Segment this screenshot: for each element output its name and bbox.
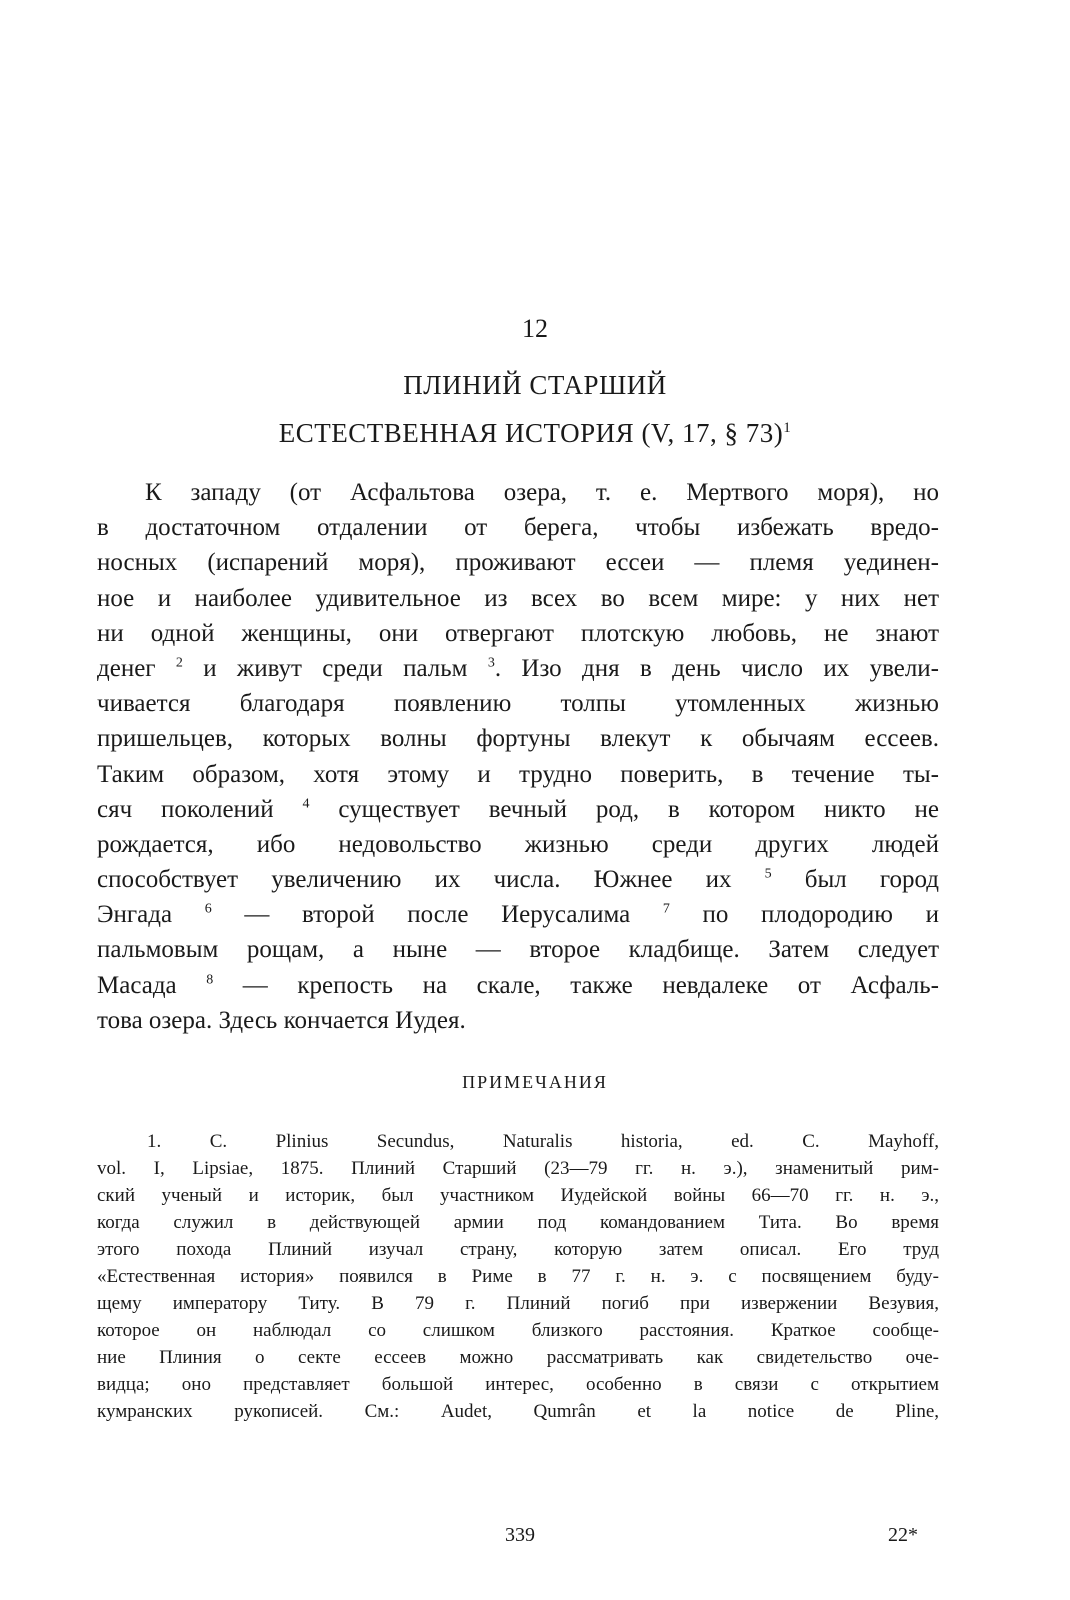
body-line-text: способствует увеличению их числа. Южнее их (97, 866, 765, 894)
note-line: которое он наблюдал со слишком близкого расстояния. Краткое сообще- (97, 1320, 939, 1341)
body-line-text: носных (испарений моря), проживают ессеи — племя уединен- (97, 549, 939, 577)
footnote-ref: 5 (764, 866, 772, 882)
body-line (97, 616, 939, 651)
body-line (97, 510, 939, 545)
body-line-text: Масада (97, 971, 207, 999)
body-line (97, 897, 939, 932)
body-line-text: чивается благодаря появлению толпы утомленных жизнью (97, 690, 939, 718)
body-line (97, 686, 939, 721)
body-line-text: — второй после Иерусалима (211, 901, 663, 929)
body-line-text: това озера. Здесь кончается Иудея. (97, 1006, 466, 1034)
footnote-ref: 3 (487, 655, 495, 671)
note-line: когда служил в действующей армии под командованием Тита. Во время (97, 1212, 939, 1233)
chapter-subtitle (0, 418, 1070, 449)
body-line-text: по плодородию и (669, 901, 939, 929)
chapter-title: ПЛИНИЙ СТАРШИЙ (403, 370, 667, 400)
body-line-text: К западу (от Асфальтова озера, т. е. Мертвого моря), но (145, 479, 939, 506)
note-line: кумранских рукописей. См.: Audet, Qumrân et la notice de Pline, (97, 1401, 939, 1422)
footnote-ref: 4 (302, 796, 310, 812)
footnote-ref: 7 (662, 901, 670, 917)
body-line-text: — крепость на скале, также невдалеке от Асфаль- (213, 971, 940, 999)
body-line (97, 721, 939, 756)
notes-heading: ПРИМЕЧАНИЯ (462, 1072, 608, 1092)
body-line-text: существует вечный род, в котором никто не (309, 795, 939, 823)
note-line: ский ученый и историк, был участником Иудейской войны 66—70 гг. н. э., (97, 1185, 939, 1206)
body-line-text: денег (97, 654, 176, 682)
footnote-ref: 6 (204, 901, 212, 917)
body-line (97, 792, 939, 827)
body-line-text: пальмовым рощам, а ныне — второе кладбище. Затем следует (97, 936, 939, 964)
note-line: видца; оно представляет большой интерес, особенно в связи с открытием (97, 1374, 939, 1395)
footnote-ref: 2 (175, 655, 183, 671)
body-line-text: . Изо дня в день число их увели- (494, 654, 940, 682)
note-line: щему императору Титу. В 79 г. Плиний погиб при извержении Везувия, (97, 1293, 939, 1314)
note-line: vol. I, Lipsiae, 1875. Плиний Старший (23—79 гг. н. э.), знаменитый рим- (97, 1158, 939, 1179)
body-line (97, 827, 939, 862)
body-line (97, 475, 939, 510)
body-line (97, 581, 939, 616)
body-line-text: ное и наиболее удивительное из всех во всем мире: у них нет (97, 584, 939, 612)
footnote-ref: 8 (206, 972, 214, 988)
notes-text (97, 1128, 939, 1425)
body-line-text: Таким образом, хотя этому и трудно поверить, в течение ты- (97, 760, 939, 788)
chapter-subtitle-text: ЕСТЕСТВЕННАЯ ИСТОРИЯ (V, 17, § 73) (278, 418, 784, 448)
body-line (97, 545, 939, 580)
body-line-text: был город (771, 866, 940, 894)
body-line (97, 1003, 939, 1038)
body-line-text: в достаточном отдалении от берега, чтобы избежать вредо- (97, 514, 939, 542)
body-line (97, 651, 939, 686)
body-line-text: пришельцев, которых волны фортуны влекут к обычаям ессеев. (97, 725, 939, 753)
body-line (97, 968, 939, 1003)
chapter-number: 12 (522, 314, 548, 343)
footnote-ref: 1 (783, 420, 792, 436)
note-line: этого похода Плиний изучал страну, которую затем описал. Его труд (97, 1239, 939, 1260)
signature-mark: 22* (888, 1524, 918, 1546)
note-line: «Естественная история» появился в Риме в 77 г. н. э. с посвящением буду- (97, 1266, 939, 1287)
body-line-text: и живут среди пальм (182, 654, 488, 682)
body-line-text: Энгада (97, 901, 205, 929)
note-line: ние Плиния о секте ессеев можно рассматривать как свидетельство оче- (97, 1347, 939, 1368)
note-line: 1. C. Plinius Secundus, Naturalis historia, ed. C. Mayhoff, (147, 1131, 939, 1152)
body-line-text: ни одной женщины, они отвергают плотскую любовь, не знают (97, 619, 939, 647)
body-line-text: сяч поколений (97, 795, 303, 823)
body-line (97, 757, 939, 792)
page-number: 339 (505, 1524, 535, 1546)
body-line (97, 932, 939, 967)
body-line (97, 862, 939, 897)
body-text (97, 475, 939, 1038)
body-line-text: рождается, ибо недовольство жизнью среди других людей (97, 830, 939, 858)
